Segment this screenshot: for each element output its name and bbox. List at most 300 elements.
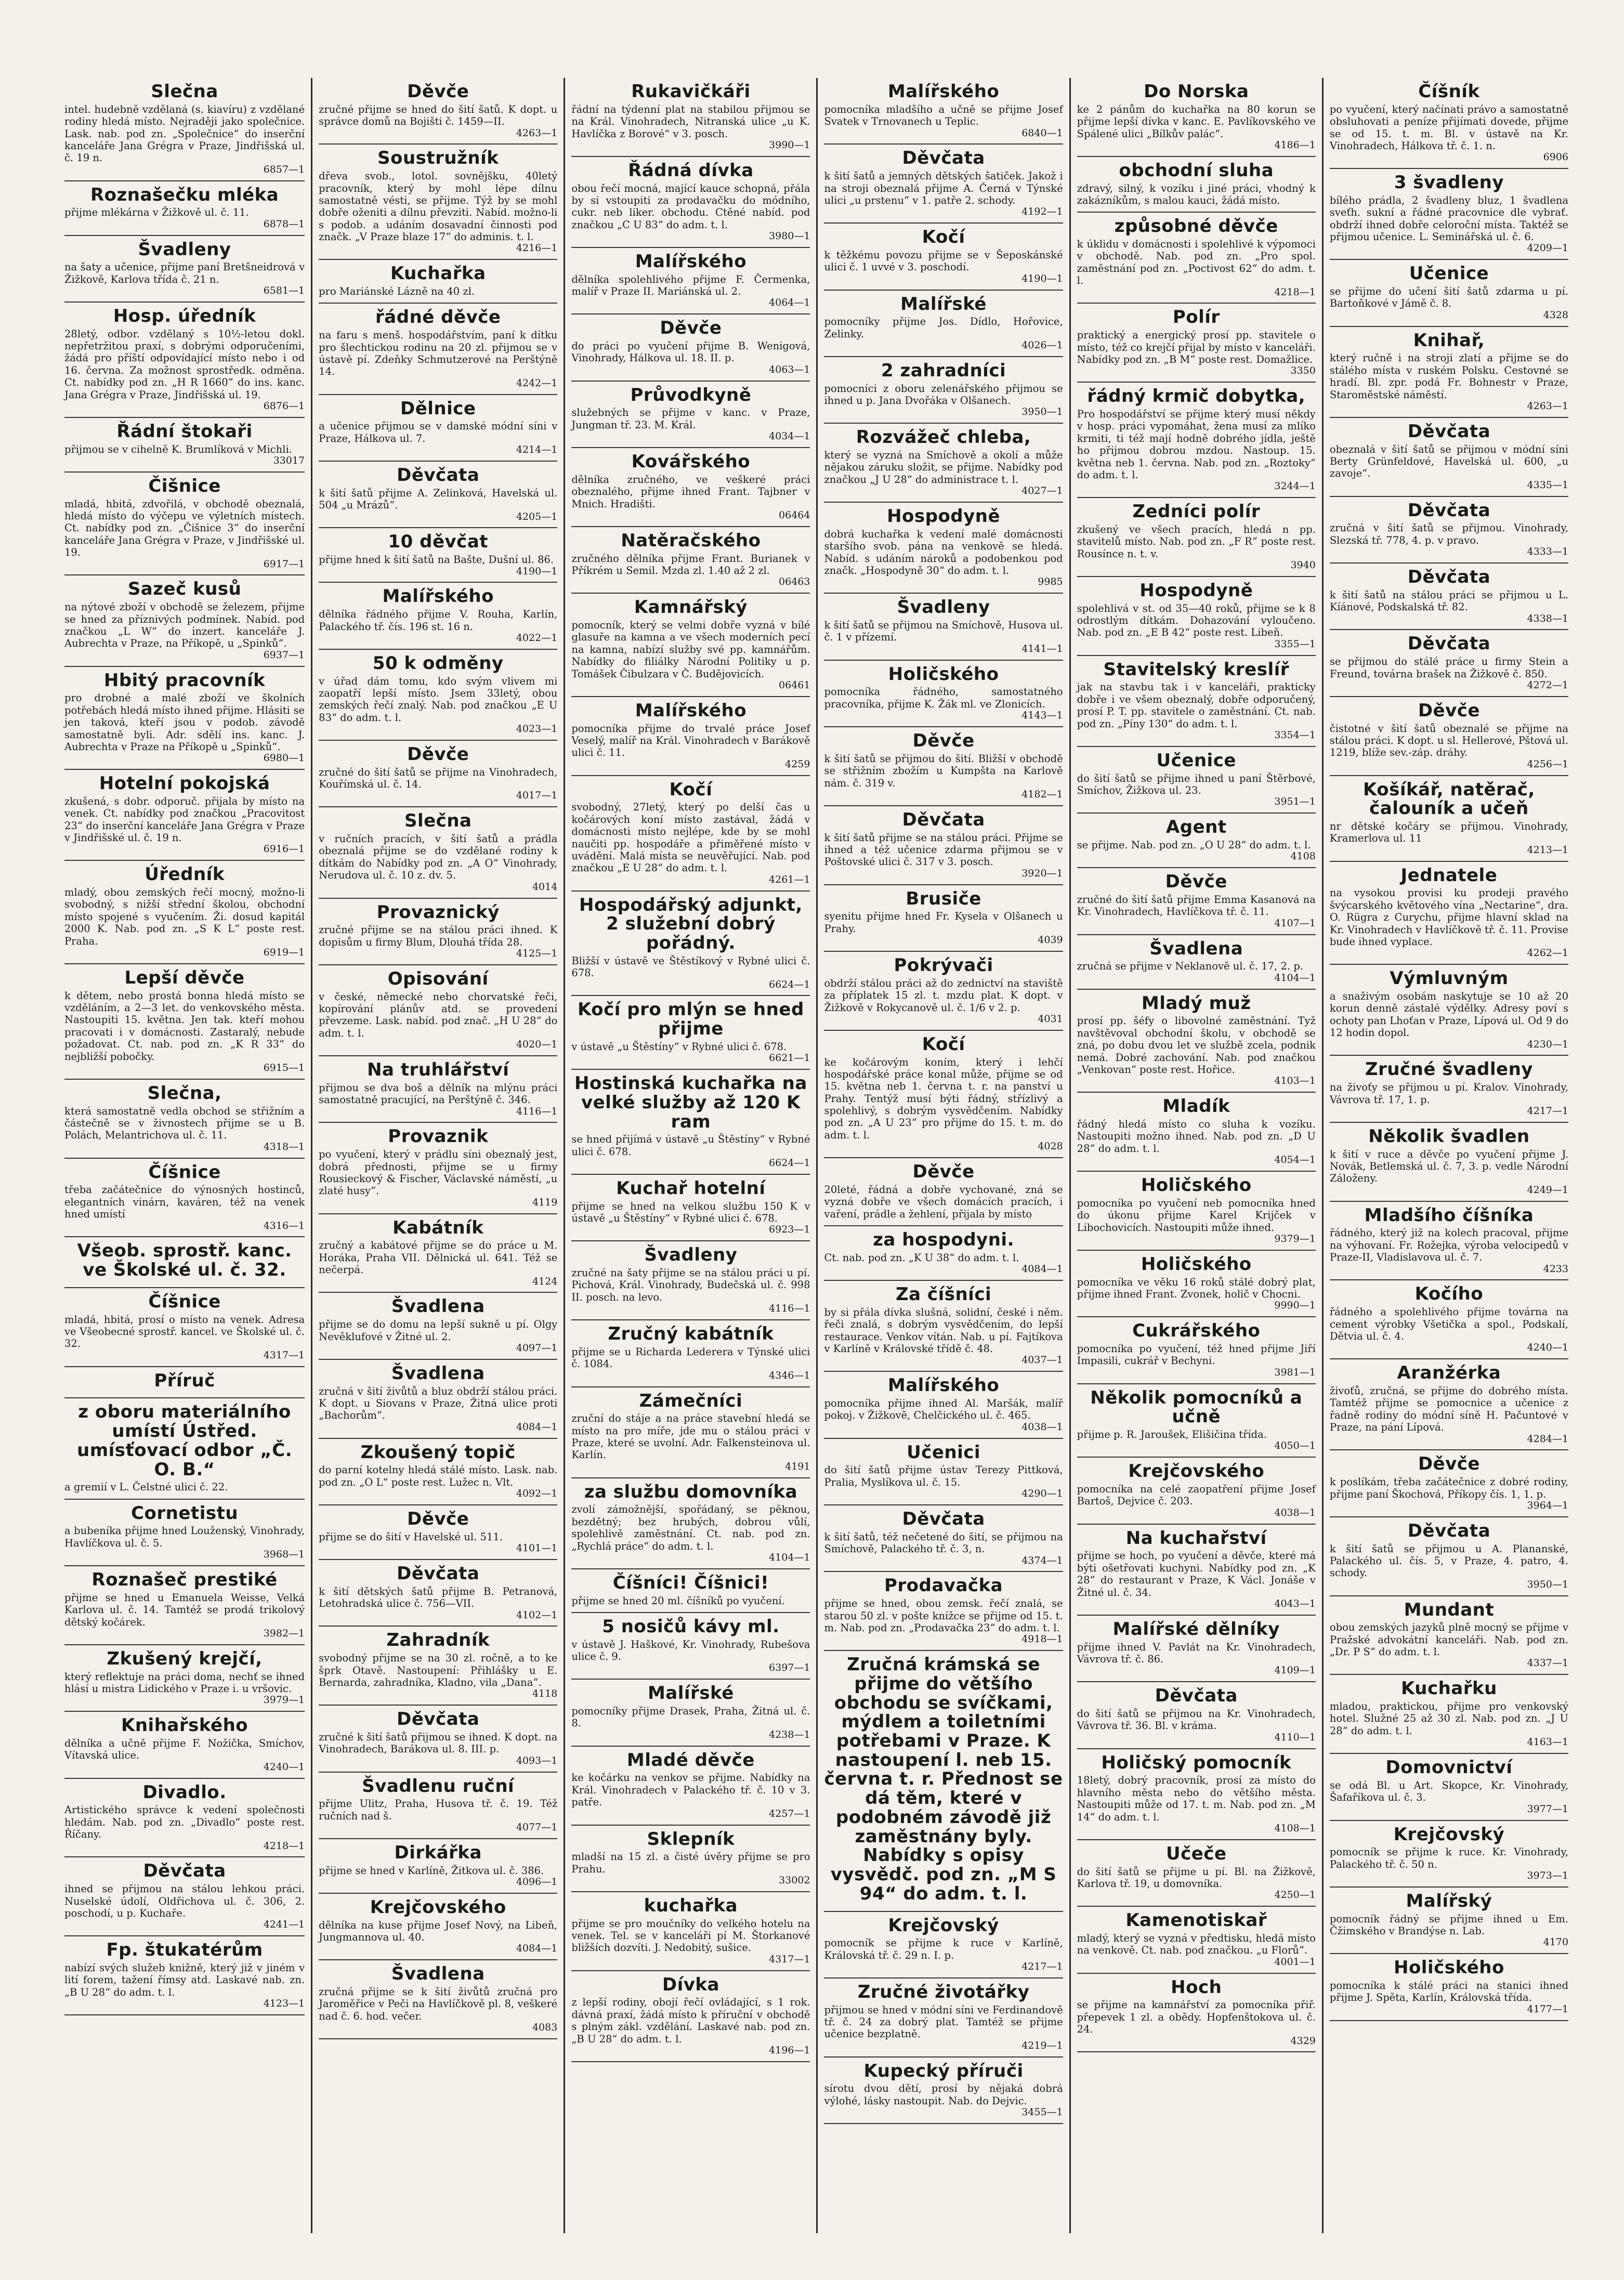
ad-title: Děvčata [397, 465, 480, 486]
ad-title: Hosp. úředník [113, 305, 256, 326]
ad-title: Domovnictví [1385, 1757, 1513, 1778]
ad-body: obeznalá v šití šatů se přijmou v módní síni Berty Grünfeldové, Havelská ul. 600, „u zavoje“. [1329, 443, 1568, 480]
ad-title: Malířského [887, 81, 1000, 102]
ad-body: přijme se hned u Emanuela Weisse, Velká Karlova ul. č. 14. Tamtéž se prodá trikolový dětský kočárek. [64, 1591, 305, 1628]
ad-title: Dělnice [400, 398, 476, 419]
ad-title: Malířského [887, 1375, 1000, 1396]
ad-body: pomocník, který se velmi dobře vyzná v bílé glasuře na kamna a ve všech moderních pecí na kamna, nabízí služby své pp. kamnářům. Nabídky do filiálky Národní Politiky u p. Tomášek Čibulzara v Č. Budějovicích. [571, 619, 810, 680]
ad-title: Agent [1165, 817, 1227, 838]
classified-ad [1330, 965, 1568, 1056]
ad-code: 6916—1 [263, 843, 305, 855]
ad-code: 4218—1 [1274, 286, 1316, 298]
ad-body: do šití šatů se přijme ihned u paní Štěrbové, Smíchov, Žižkova ul. 23. [1077, 772, 1316, 797]
classified-ad [571, 1387, 810, 1478]
ad-title: Knihařského [121, 1715, 248, 1736]
ad-body: praktický a energický prosí pp. stavitele o místo, též co krejčí přijal by místo v kanceláři. Nabídky pod zn. „B M“ poste rest. Domažlice. [1077, 329, 1316, 365]
ad-body: zruční do stáje a na práce stavební hledá se místo na pro míře, jde mu o stálou práci v Praze, které se uvolní. Adr. Falkensteinova ul. Karlín. [571, 1412, 810, 1461]
ad-code: 4118 [532, 1688, 558, 1700]
ad-code: 4918—1 [1021, 1633, 1063, 1645]
ad-code: 3244—1 [1274, 480, 1316, 492]
ad-title: Výmluvným [1390, 968, 1509, 989]
ad-code: 4124 [532, 1275, 558, 1287]
classified-ad [319, 1360, 557, 1439]
ad-code: 4182—1 [1021, 788, 1063, 800]
classified-ad [64, 1566, 305, 1645]
classified-ad [824, 661, 1063, 727]
classified-ad [1077, 1840, 1316, 1907]
ad-code: 4328 [1543, 309, 1568, 321]
ad-body: přijme Ulitz, Praha, Husova tř. č. 19. Též ručních nad š. [319, 1798, 558, 1822]
ad-code: 3355—1 [1274, 638, 1316, 650]
classified-ad [1330, 1359, 1568, 1450]
ad-body: pomocníka k stálé práci na stanici ihned přijme J. Spěta, Karlín, Královská třída. [1329, 1980, 1568, 2004]
ad-code: 33017 [273, 455, 305, 467]
ad-title: Hostinská kuchařka na velké služby až 120 K ram [574, 1073, 807, 1132]
ad-code: 3980—1 [769, 230, 810, 242]
ad-body: zručná v šití živůtů a bluz obdrží stálou práci. K dopt. u Siovans v Praze, Žitná ulice proti „Bachorům“. [319, 1385, 558, 1422]
classified-ad [571, 382, 810, 448]
classified-ad [824, 1158, 1063, 1226]
ad-body: k šití šatů přijme A. Zelinková, Havelská ul. 504 „u Mrázů“. [319, 487, 558, 512]
ad-code: 6581—1 [263, 285, 305, 297]
ad-code: 6878—1 [263, 218, 305, 230]
ad-body: mladý, obou zemských řečí mocný, možno-li svobodný, s nižší střední školou, obchodní místo spojené s vyučením. Ži. dosud kapitál 2000 K. Nab. pod zn. „S K L“ poste rest. Praha. [64, 886, 305, 947]
ad-title: 2 zahradníci [881, 360, 1006, 381]
ad-code: 4017—1 [516, 790, 558, 802]
ad-body: pomocníky přijme Jos. Dídlo, Hořovice, Zelinky. [824, 316, 1063, 340]
ad-body: k šití šatů se přijmou do šití. Bližší v obchodě se střižním zbožím u Kumpšta na Karlově nám. č. 319 v. [824, 752, 1063, 789]
ad-body: a bubeníka přijme hned Louženský, Vinohrady, Havlíčkova ul. č. 5. [64, 1525, 305, 1549]
ad-title: Příruč [154, 1370, 215, 1391]
ad-code: 4192—1 [1021, 206, 1063, 218]
ad-body: přijme p. R. Jaroušek, Elišičina třída. [1077, 1429, 1267, 1441]
classified-ad [64, 964, 305, 1080]
ad-title: Řádná dívka [628, 160, 754, 181]
classified-ad [319, 583, 557, 649]
classified-ad [319, 462, 557, 528]
ad-code: 4333—1 [1527, 546, 1568, 558]
ad-code: 4329 [1290, 2035, 1316, 2047]
classified-ad [571, 248, 810, 315]
classified-ad [319, 145, 557, 260]
ad-code: 3979—1 [263, 1694, 305, 1706]
ad-title: Malířského [635, 700, 747, 721]
ad-code: 4039 [1038, 934, 1063, 946]
classified-ad [319, 741, 557, 807]
classified-ad [319, 965, 557, 1056]
ad-title: Jednatele [1400, 864, 1498, 886]
ad-code: 4084—1 [1021, 1263, 1063, 1275]
ad-title: Lepší děvče [124, 967, 245, 988]
ad-title: řádný krmič dobytka, [1087, 386, 1306, 407]
ad-title: Zahradník [386, 1630, 490, 1651]
ad-title: Učenici [907, 1442, 981, 1463]
classified-ad [571, 448, 810, 527]
ad-title: Zámečníci [639, 1390, 743, 1411]
ad-title: Krejčovského [1128, 1461, 1265, 1482]
ad-body: prosí pp. šéfy o libovolné zaměstnání. Tyž navštěvoval obchodní školu, v obchodě se zná, po dobu dvou let ve službě zcela, podnik nemá. Dobré zachování. Nab. pod značkou „Venkovan“ poste rest. Hořice. [1077, 1015, 1316, 1076]
ad-body: zdravý, silný, k vozíku i jiné práci, vhodný k zakázníkům, s malou kauci, žádá místo. [1077, 182, 1316, 206]
ad-title: Provaznický [376, 901, 500, 923]
ad-body: který ručně i na stroji zlatí a přijme se do stálého místa v ruském Polsku. Cestovné se hradí. Bl. zpr. podá Fr. Bohnestr v Praze, Staroměstské náměstí. [1329, 352, 1568, 401]
classified-ad [824, 424, 1063, 503]
ad-body: pomocník se přijme k ruce. Kr. Vinohrady, Palackého tř. č. 50 n. [1329, 1846, 1568, 1870]
ad-body: do parní kotelny hledá stálé místo. Lask. nab. pod zn. „O L“ poste rest. Lužec n. Vlt. [319, 1464, 558, 1488]
ad-code: 4230—1 [1527, 1038, 1568, 1050]
ad-title: Košíkář, natěrač, čalouník a učeň [1363, 779, 1535, 819]
classified-ad [1077, 1093, 1316, 1172]
ad-title: Do Norska [1144, 81, 1249, 102]
ad-title: Kabátník [392, 1217, 484, 1238]
classified-ad [571, 594, 810, 697]
ad-body: přijme hned k šití šatů na Bašte, Dušní ul. 86. [319, 554, 554, 566]
ad-title: Kočího [1415, 1283, 1484, 1305]
ad-body: který se vyzná na Smíchově a okolí a může nějakou záruku složit, se přijme. Nabídky pod značkou „J U 28“ do administrace t. l. [824, 449, 1063, 486]
ad-title: Krejčovského [370, 1896, 506, 1918]
ad-code: 4107—1 [1274, 917, 1316, 929]
classified-ad [64, 303, 305, 418]
ad-title: Za číšníci [895, 1284, 992, 1305]
ad-body: mladou, praktickou, přijme pro venkovský hotel. Služné 25 až 30 zl. Nab. pod zn. „J U 28“ do adm. t. l. [1329, 1700, 1568, 1737]
ad-title: obchodní sluha [1119, 160, 1274, 181]
classified-ad [319, 1123, 557, 1214]
ad-title: Polír [1172, 307, 1220, 328]
ad-code: 4116—1 [769, 1303, 810, 1315]
ad-body: 28letý, odbor. vzdělaný s 10½-letou dokl. nepřetržitou praxí, s dobrými odporučeními, žádá pro příští odpovídající místo nebo i od 16. června. Za možnost sprostředk. odměna. Ct. nabídky pod zn. „H R 1660“ do ins. kanc. Jana Grégra v Praze, Jindřišská ul. 19. [64, 327, 305, 401]
ad-title: Švadleny [644, 1244, 738, 1266]
ad-body: se odá Bl. u Art. Skopce, Kr. Vinohrady, Šafaříkova ul. č. 3. [1329, 1779, 1568, 1804]
classified-ad [824, 1226, 1063, 1281]
ad-code: 06464 [779, 509, 810, 521]
ad-body: ke 2 pánům do kuchařka na 80 korun se přijme lepší dívka v kanc. E. Pavlíkovského ve Spálené ulici „Bílkův palác“. [1077, 103, 1316, 140]
ad-body: na šaty a učenice, přijme paní Bretšneidrová v Žižkově, Karlova třída č. 21 n. [64, 261, 305, 285]
ad-body: do šití šatů přijme ústav Terezy Pittková, Pralia, Myslíkova ul. č. 15. [824, 1464, 1063, 1488]
classified-ad [319, 1773, 557, 1839]
ad-code: 3982—1 [263, 1627, 305, 1639]
ad-title: Hospodyně [887, 506, 1001, 527]
ad-code: 4335—1 [1527, 479, 1568, 491]
ad-body: v ústavě „u Štěstíny“ v Rybné ulici č. 678. [571, 1040, 787, 1053]
classified-ad [319, 395, 557, 462]
ad-title: Fp. štukatérům [106, 1940, 263, 1961]
ad-body: dělníka řádného přijme V. Rouha, Karlín, Palackého tř. čís. 196 st. 16 n. [319, 608, 558, 633]
classified-ad [1330, 630, 1568, 697]
ad-title: Děvče [660, 318, 722, 339]
ad-title: Švadlenu ruční [362, 1775, 515, 1797]
ad-code: 4096—1 [516, 1876, 558, 1888]
classified-ad [1077, 1974, 1316, 2053]
ad-code: 4125—1 [516, 948, 558, 960]
ad-body: přijme se hned, obou zemsk. řečí znalá, se starou 50 zl. v pošte knížce se přijme od 15. t. m. Nab. pod zn. „Prodavačka 23“ do adm. t. l. [824, 1597, 1063, 1634]
ad-title: Stavitelský kreslíř [1103, 659, 1290, 680]
ad-body: zručné do šití šatů přijme Emma Kasanová na Kr. Vinohradech, Havlíčkova tř. č. 11. [1077, 894, 1316, 918]
ad-title: Hotelní pokojská [99, 773, 270, 794]
ad-body: obdrží stálou práci až do zednictví na staviště za příplatek 15 zl. t. mzdu plat. K dopt. v Žižkově v Rokycanově ul. č. 1/6 v 2. p. [824, 977, 1063, 1014]
ad-body: zručný a kabátové přijme se do práce u M. Horáka, Praha VII. Dělnická ul. 641. Též se nečerpá. [319, 1239, 558, 1276]
ad-body: zručné na šaty přijme se na stálou práci u pí. Pichová, Král. Vinohrady, Budečská ul. č. 998 II. posch. na levo. [571, 1267, 810, 1303]
ad-code: 4014 [532, 881, 558, 893]
ad-code: 4261—1 [769, 873, 810, 885]
classified-ad [571, 1569, 810, 1613]
ad-code: 3950—1 [1527, 1578, 1568, 1590]
ad-code: 4110—1 [1274, 1731, 1316, 1743]
ad-code: 3455—1 [1021, 2106, 1063, 2118]
ad-body: ke kočárku na venkov se přijme. Nabídky na Král. Vinohradech v Palackého tř. č. 10 v 3. patře. [571, 1772, 810, 1809]
classified-ad [824, 1912, 1063, 1978]
ad-code: 3354—1 [1274, 729, 1316, 741]
ad-title: Malířské [647, 1683, 734, 1704]
column-6 [1322, 78, 1575, 2233]
classified-ad [64, 418, 305, 473]
ad-title: Slečna [404, 810, 472, 832]
ad-body: se přijme. Nab. pod zn. „O U 28“ do adm. t. l. [1077, 839, 1311, 851]
ad-code: 4272—1 [1527, 679, 1568, 691]
ad-title: Několik pomocníků a učně [1090, 1387, 1303, 1427]
ad-code: 6624—1 [769, 1157, 810, 1169]
ad-code: 4256—1 [1527, 758, 1568, 770]
ad-body: na živoťy se přijmou u pí. Kralov. Vinohrady, Vávrova tř. 17, 1. p. [1329, 1081, 1568, 1106]
ad-code: 4020—1 [516, 1039, 558, 1051]
classified-ad [64, 1712, 305, 1778]
ad-code: 4219—1 [1021, 2039, 1063, 2051]
ad-title: Švadleny [138, 239, 231, 260]
ad-body: po vyučení, který načínati právo a samostatně obsluhovati a peníze přijímati dovede, přijme se od 15. t. m. Bl. v ústavě na Kr. Vinohradech, Hálkova tř. č. 1. n. [1329, 103, 1568, 152]
ad-title: za službu domovníka [584, 1481, 798, 1502]
ad-body: živoťů, zručná, se přijme do dobrého místa. Tamtéž přijme se pomocnice a učenice z řadně rodiny do módní síně H. Pačuntové v Praze, na pání Lípová. [1329, 1384, 1568, 1434]
ad-title: Malířského [382, 586, 494, 607]
ad-body: a snaživým osobám naskytuje se 10 až 20 korun denně zástalé výdělky. Adresy poví s ochoty pan Lhoťan v Praze, Lípová ul. Od 9 do 12 hodin dopol. [1329, 990, 1568, 1039]
classified-ad [824, 952, 1063, 1031]
ad-title: Dirkářka [394, 1842, 482, 1863]
classified-ad [319, 528, 557, 583]
ad-code: 3920—1 [1021, 867, 1063, 879]
ad-code: 4104—1 [769, 1551, 810, 1563]
ad-code: 4337—1 [1527, 1657, 1568, 1669]
classified-ad [64, 861, 305, 964]
ad-title: Řádní štokaři [116, 421, 253, 442]
classified-ad [1077, 577, 1316, 656]
classified-ad [1330, 1123, 1568, 1202]
ad-title: Zkušený krejčí, [107, 1648, 263, 1669]
ad-code: 4050—1 [1274, 1440, 1316, 1452]
ad-body: řádného, který již na kolech pracoval, přijme na výhovaní. Fr. Rožejka, výroba velocipedů v Praze-II, Vladislavova ul. č. 7. [1329, 1227, 1568, 1264]
ad-title: Úředník [145, 864, 225, 885]
ad-body: přijme se hoch, po vyučení a děvče, které má býti ošetřovati kuchyni. Nabídky pod zn. „K 28“ do restaurant v Praze, K Václ. Jonáše v Žitné ul. č. 34. [1077, 1550, 1316, 1598]
ad-code: 4084—1 [516, 1421, 558, 1433]
ad-title: Hospodyně [1140, 580, 1253, 601]
classified-ad [824, 357, 1063, 424]
ad-title: Švadleny [897, 597, 990, 618]
column-2 [311, 78, 564, 2233]
ad-title: způsobné děvče [1114, 216, 1278, 237]
classified-ad [571, 697, 810, 776]
ad-body: pomocníka přijme ihned Al. Maršák, malíř pokoj. v Žižkově, Chelčického ul. č. 465. [824, 1397, 1063, 1422]
ad-title: Zkoušený topič [360, 1442, 516, 1463]
ad-title: Děvčata [902, 809, 985, 830]
ad-body: se přijmou do stálé práce u firmy Stein a Freund, továrna brašek na Žižkově č. 850. [1329, 656, 1568, 680]
ad-body: řádného a spolehlivého přijme továrna na cement výrobky Všetička a spol., Podskalí, Dětvia ul. č. 4. [1329, 1306, 1568, 1342]
ad-code: 4217—1 [1527, 1105, 1568, 1117]
classified-ad [1077, 747, 1316, 814]
classified-ad [1077, 1682, 1316, 1749]
ad-code: 3964—1 [1527, 1499, 1568, 1511]
classified-ad [64, 1288, 305, 1367]
ad-code: 4092—1 [516, 1488, 558, 1500]
ad-title: Mladé děvče [626, 1749, 755, 1771]
ad-title: Děvčata [1407, 567, 1491, 588]
ad-body: nabízí svých služeb knižně, který již v jiném v lití forem, tažení římsy atd. Laskavé nab. zn. „B U 28“ do adm. t. l. [64, 1961, 305, 1998]
ad-body: obou zemských jazyků plně mocný se přijme v Pražské advokátní kanceláři. Nab. pod zn. „Dr. P S“ do adm. t. l. [1329, 1621, 1568, 1658]
ad-title: Provaznik [388, 1126, 489, 1147]
ad-title: Mladšího číšníka [1364, 1204, 1534, 1226]
classified-ad [824, 224, 1063, 290]
classified-ad [571, 315, 810, 381]
ad-code: 4026—1 [1021, 339, 1063, 351]
ad-title: Kočí [922, 1033, 965, 1055]
ad-title: Slečna, [147, 1082, 222, 1104]
ad-body: pomocníka ve věku 16 roků stálé dobrý plat, přijme ihned Frant. Zvonek, holič v Chocni. [1077, 1276, 1316, 1300]
ad-code: 4262—1 [1527, 947, 1568, 959]
ad-body: na vysokou provisi ku prodeji pravého švýcarského květového vína „Nectarine“, dra. O. Rügra z Curychu, přijme hlavní sklad na Kr. Vinohradech v Havlíčkově tř. č. 11. Provise bude ihned vyplace. [1329, 887, 1568, 948]
ad-body: přijme ihned V. Pavlát na Kr. Vinohradech, Vávrova tř. č. 86. [1077, 1641, 1316, 1665]
classified-ad [64, 1779, 305, 1858]
ad-body: z lepší rodiny, obojí řečí ovládající, s 1 rok. dávná praxí, žádá místo k příruční v obchodě s plným zákl. vzdělání. Laskavé nab. pod zn. „B U 28“ do adm. t. l. [571, 1996, 810, 2045]
classified-ad [571, 776, 810, 892]
ad-body: čistotné v šití šatů obeznalé se přijme na stálou práci. K dopt. u sl. Hellerové, Pštová ul. 1219, blíže sev.-záp. dráhy. [1329, 722, 1568, 759]
ad-code: 4054—1 [1274, 1154, 1316, 1166]
ad-body: přijme se do domu na lepší sukně u pí. Olgy Nevěklufové v Žitné ul. 2. [319, 1318, 558, 1343]
column-3 [564, 78, 816, 2233]
ad-code: 4037—1 [1021, 1354, 1063, 1366]
ad-title: Zručná krámská se přijme do většího obchodu se svíčkami, mýdlem a toiletními potřebami v Praze. K nastoupení l. neb 15. června t. r. Přednost se dá těm, které v podobném závodě již zaměstnány byly. Nabídky s opisy vysvědč. pod zn. „M S 94“ do adm. t. l. [824, 1654, 1063, 1904]
ad-title: Soustružník [377, 148, 499, 169]
classified-ad [1330, 78, 1568, 169]
ad-code: 4241—1 [263, 1919, 305, 1931]
classified-ad [824, 2058, 1063, 2124]
ad-title: Rozvážeč chleba, [856, 427, 1031, 448]
ad-body: na nýtové zboží v obchodě se železem, přijme se hned za příznivých podmínek. Nabíd. pod značkou „L W“ do inzert. kanceláře J. Aubrechta v Praze, na Příkopě, u „Spinků“. [64, 601, 305, 650]
ad-code: 9379—1 [1274, 1233, 1316, 1244]
ad-title: Mladík [1162, 1096, 1230, 1117]
classified-ad [1077, 1384, 1316, 1458]
classified-ad [571, 996, 810, 1070]
ad-body: pro Mariánské Lázně na 40 zl. [319, 285, 475, 298]
ad-title: 3 švadleny [1394, 172, 1504, 193]
ad-title: Kupecký příruči [863, 2060, 1024, 2081]
ad-body: který reflektuje na práci doma, nechť se ihned hlásí u mistra Lidického v Praze i. u vršovic. [64, 1670, 305, 1695]
ad-body: dělníka na kuse přijme Josef Nový, na Libeň, Jungmannova ul. 40. [319, 1919, 558, 1944]
ad-code: 4191 [785, 1460, 810, 1472]
ad-title: Divadlo. [142, 1781, 227, 1803]
ad-body: dělníka spolehlivého přijme F. Čermenka, malíř v Praze II. Mariánská ul. 2. [571, 273, 810, 298]
ad-body: by si přála dívka slušná, solidní, české i něm. řeči znalá, s dobrým vysvědčením, do lepší restaurace. Venkov vítán. Nab. u pí. Fajtíkova v Karlíně v Královské třídě č. 48. [824, 1306, 1063, 1355]
ad-body: v úřad dám tomu, kdo svým vlivem mi zaopatří lepší místo. Jsem 33letý, obou zemských řečí znalý. Nab. pod značkou „E U 83“ do adm. t. l. [319, 675, 558, 724]
classified-ad [1077, 1525, 1316, 1616]
ad-body: bílého prádla, 2 švadleny bluz, 1 švadlena sveťh. sukní a řádné pracovnice dle vybrať. obdrží ihned dobře celoroční místa. Taktéž se přijmou učenice. L. Seminářská ul. č. 6. [1329, 194, 1568, 243]
ad-title: Cukrářského [1132, 1320, 1261, 1342]
classified-ad [1330, 169, 1568, 260]
classified-ad [571, 1826, 810, 1892]
ad-title: Kočí [669, 779, 713, 800]
ad-code: 4064—1 [769, 297, 810, 309]
ad-title: Děvčata [902, 1509, 985, 1529]
ad-body: intel. hudebně vzdělaná (s. kiavíru) z vzdělané rodiny hledá místo. Nejraději jako společnice. Lask. nab. pod zn. „Společnice“ do inserční kanceláře Jana Grégra v Praze, Jindřišská ul. č. 19 n. [64, 103, 305, 164]
ad-title: Holičského [1141, 1175, 1252, 1196]
classified-ad [824, 1572, 1063, 1651]
ad-code: 4031 [1038, 1013, 1063, 1025]
classified-ad [571, 1070, 810, 1175]
ad-title: Malířský [1406, 1890, 1492, 1911]
ad-code: 4028 [1038, 1141, 1063, 1152]
ad-code: 4190—1 [1021, 272, 1063, 284]
ad-body: řádní na týdenní plat na stabilou přijmou se na Král. Vinohradech, Nitranská ulice „u K. Havlíčka z Borové“ v 3. posch. [571, 103, 810, 140]
ad-title: Děvče [1165, 871, 1227, 893]
ad-title: Děvčata [1155, 1685, 1238, 1707]
ad-body: obou řečí mocná, mající kauce schopná, přála by si vstoupiti za prodavačku do módního, cukr. neb liker. obchodu. Ctěné nabíd. pod značkou „C U 83“ do adm. t. l. [571, 182, 810, 231]
classified-ad [64, 1500, 305, 1566]
ad-code: 6919—1 [263, 947, 305, 959]
classified-ad [1077, 1749, 1316, 1840]
classified-ad [1077, 990, 1316, 1093]
classified-ad [824, 78, 1063, 145]
classified-ad [1330, 1280, 1568, 1359]
classified-ad [1330, 1517, 1568, 1596]
ad-body: a gremií v L. Čelstné ulici č. 22. [64, 1481, 228, 1493]
ad-body: pro drobné a malé zboží ve školních potřebách hledá místo ihned přijme. Hlásiti se jen taková, kteří jsou v podob. závodě samostatně byli. Adr. sdělí ins. kanc. J. Aubrechta v Praze na Příkopě u „Spinků“. [64, 692, 305, 753]
ad-title: Na truhlářství [367, 1059, 509, 1081]
ad-title: Číšnice [148, 1291, 221, 1312]
ad-title: Roznašečku mléka [90, 184, 279, 205]
ad-title: Učenice [1409, 263, 1489, 284]
ad-body: se hned přijímá v ústavě „u Štěstíny“ v Rybné ulici č. 678. [571, 1133, 810, 1158]
classified-ad [319, 1293, 557, 1359]
classified-columns [58, 78, 1575, 2233]
classified-ad [1330, 776, 1568, 862]
ad-code: 4190—1 [516, 565, 558, 577]
ad-body: zručné přijme se na stálou práci ihned. K dopisům u firmy Blum, Dlouhá třída 28. [319, 924, 558, 948]
ad-code: 4097—1 [516, 1342, 558, 1354]
ad-body: třeba začátečnice do výnosných hostinců, elegantních vinárn, kaváren, též na venek hned umístí [64, 1184, 305, 1221]
ad-title: Krejčovský [888, 1915, 999, 1936]
ad-body: po vyučení, který v prádlu síni obeznalý jest, dobrá přednosti, přijme se u firmy Rousieckový & Fischer, Václavské náměstí, „u zlaté husy“. [319, 1148, 558, 1197]
ad-title: kuchařka [644, 1895, 738, 1916]
ad-body: k šití šatů, též nečetené do šití, se přijmou na Smíchově, Palackého tř. č. 3, n. [824, 1530, 1063, 1555]
ad-code: 3981—1 [1274, 1366, 1316, 1378]
ad-code: 4263—1 [516, 127, 558, 139]
ad-body: pomocníka řádného, samostatného pracovníka, přijme K. Žák ml. ve Zlonicích. [824, 686, 1063, 710]
ad-code: 4257—1 [769, 1807, 810, 1819]
ad-title: za hospodyni. [873, 1229, 1014, 1251]
ad-code: 4170 [1543, 1936, 1568, 1948]
classified-ad [1077, 1458, 1316, 1524]
ad-body: přijmou se hned v módní síni ve Ferdinandově tř. č. 24 za dobrý plat. Tamtéž se přijme učenice bezplatně. [824, 2003, 1063, 2040]
ad-title: Kamnářský [634, 597, 748, 618]
ad-code: 4249—1 [1527, 1184, 1568, 1196]
ad-code: 4104—1 [1274, 972, 1316, 984]
ad-code: 4284—1 [1527, 1433, 1568, 1445]
ad-body: přijme se hned na velkou službu 150 K v ústavě „u Štěstíny“ v Rybné ulici č. 678. [571, 1200, 810, 1225]
ad-title: Kamenotiskař [1125, 1910, 1267, 1931]
classified-ad [1330, 260, 1568, 326]
ad-title: Číšnice [148, 1161, 221, 1183]
ad-code: 4216—1 [516, 242, 558, 254]
ad-code: 9990—1 [1274, 1300, 1316, 1312]
ad-body: do šití šatů se přijmou na Kr. Vinohradech, Vávrova tř. 36. Bl. v kráma. [1077, 1708, 1316, 1732]
ad-body: pomocníka mladšího a učně se přijme Josef Svatek v Trnovanech u Teplic. [824, 103, 1063, 128]
classified-ad [319, 1706, 557, 1772]
classified-ad [824, 1281, 1063, 1372]
ad-title: 50 k odměny [372, 652, 504, 674]
